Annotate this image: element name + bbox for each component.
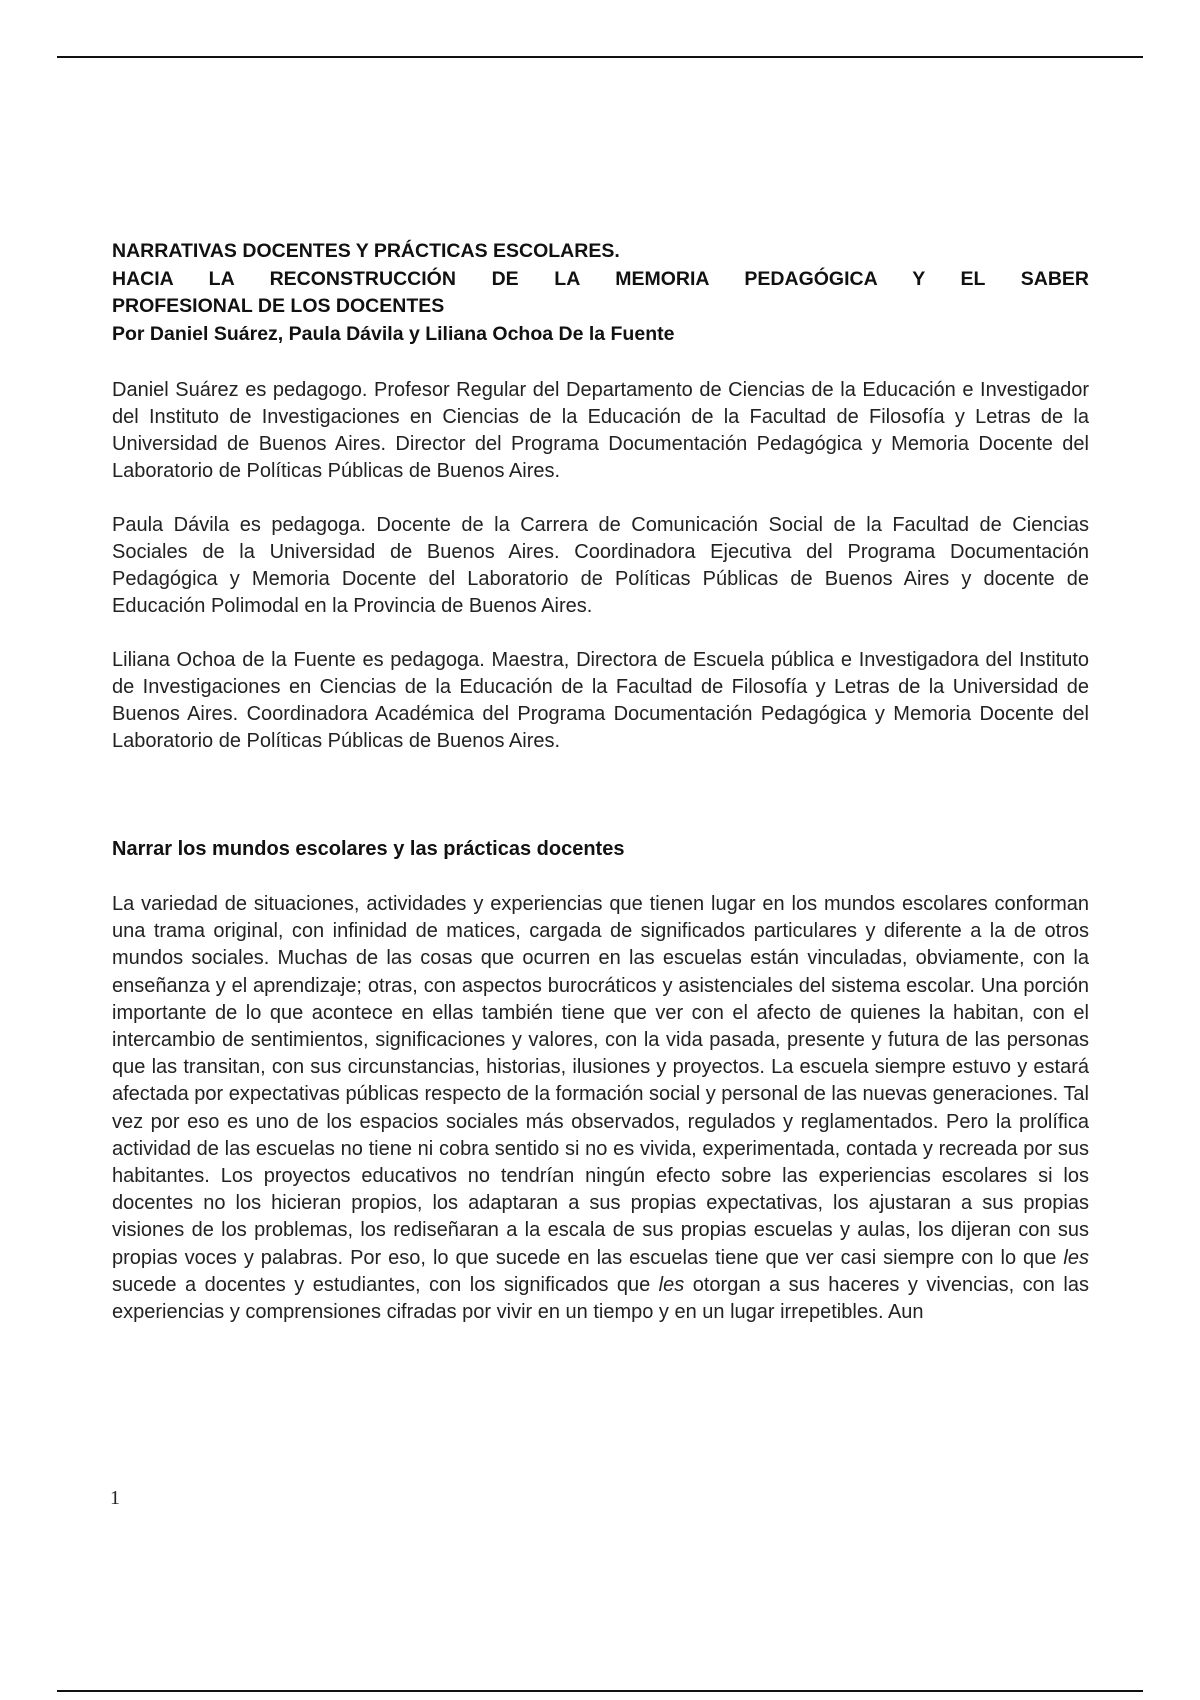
paragraph-italic-les-1: les	[1063, 1246, 1089, 1269]
author-byline: Por Daniel Suárez, Paula Dávila y Liliana Ochoa De la Fuente	[112, 322, 675, 345]
document-title-line-3: PROFESIONAL DE LOS DOCENTES	[112, 295, 445, 317]
document-title-line-1: NARRATIVAS DOCENTES Y PRÁCTICAS ESCOLARES.	[112, 240, 620, 262]
author-bio-suarez: Daniel Suárez es pedagogo. Profesor Regular del Departamento de Ciencias de la Educación e Investigador del Instituto de Investigaciones en Ciencias de la Educación de la Facultad de Filosofía y Letras de la Universidad de Buenos Aires. Director del Programa Documentación Pedagógica y Memoria Docente del Laboratorio de Políticas Públicas de Buenos Aires.	[112, 379, 1089, 482]
body-paragraph	[112, 891, 1089, 1326]
author-bio-ochoa: Liliana Ochoa de la Fuente es pedagoga. Maestra, Directora de Escuela pública e Investigadora del Instituto de Investigaciones en Ciencias de la Educación de la Facultad de Filosofía y Letras de la Universidad de Buenos Aires. Coordinadora Académica del Programa Documentación Pedagógica y Memoria Docente del Laboratorio de Políticas Públicas de Buenos Aires.	[112, 649, 1089, 752]
paragraph-text-part-2: sucede a docentes y estudiantes, con los significados que	[112, 1273, 651, 1296]
title-block	[112, 238, 1089, 348]
page-number: 1	[110, 1487, 120, 1509]
paragraph-italic-les-2: les	[658, 1273, 685, 1296]
top-rule	[57, 56, 1143, 58]
paragraph-text-part-3: otorgan a sus haceres y vivencias, con las experiencias y comprensiones cifradas por vivir en un tiempo y en un lugar irrepetibles. Aun	[112, 1273, 1089, 1324]
document-body	[112, 238, 1089, 1326]
bottom-rule	[57, 1690, 1143, 1692]
document-title-line-2: HACIA LA RECONSTRUCCIÓN DE LA MEMORIA PEDAGÓGICA Y EL SABER	[112, 267, 1089, 290]
section-heading: Narrar los mundos escolares y las prácticas docentes	[112, 838, 625, 860]
paragraph-text-part-1: La variedad de situaciones, actividades y experiencias que tienen lugar en los mundos escolares conforman una trama original, con infinidad de matices, cargada de significados particulares y diferente a la de otros mundos sociales. Muchas de las cosas que ocurren en las escuelas están vinculadas, obviamente, con la enseñanza y el aprendizaje; otras, con aspectos burocráticos y asistenciales del sistema escolar. Una porción importante de lo que acontece en ellas también tiene que ver con el afecto de quienes la habitan, con el intercambio de sentimientos, significaciones y valores, con la vida pasada, presente y futura de las personas que las transitan, con sus circunstancias, historias, ilusiones y proyectos. La escuela siempre estuvo y estará afectada por expectativas públicas respecto de la formación social y personal de las nuevas generaciones. Tal vez por eso es uno de los espacios sociales más observados, regulados y reglamentados. Pero la prolífica actividad de las escuelas no tiene ni cobra sentido si no es vivida, experimentada, contada y recreada por sus habitantes. Los proyectos educativos no tendrían ningún efecto sobre las experiencias escolares si los docentes no los hicieran propios, los adaptaran a sus propias expectativas, los ajustaran a sus propias visiones de los problemas, los rediseñaran a la escala de sus propias escuelas y aulas, los dijeran con sus propias voces y palabras. Por eso, lo que sucede en las escuelas tiene que ver casi siempre con lo que	[112, 893, 1089, 1269]
author-bio-davila: Paula Dávila es pedagoga. Docente de la Carrera de Comunicación Social de la Facultad de Ciencias Sociales de la Universidad de Buenos Aires. Coordinadora Ejecutiva del Programa Documentación Pedagógica y Memoria Docente del Laboratorio de Políticas Públicas de Buenos Aires y docente de Educación Polimodal en la Provincia de Buenos Aires.	[112, 514, 1089, 617]
